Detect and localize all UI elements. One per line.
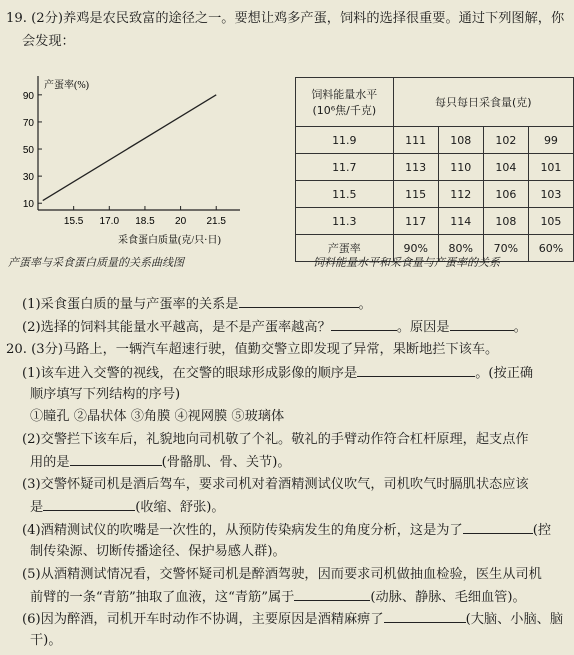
intake-cell: 101 [528,154,573,181]
rate-cell: 60% [528,235,573,262]
intake-cell: 110 [438,154,483,181]
q20-s3-end: (收缩、舒张)。 [135,500,225,515]
intake-cell: 117 [393,208,438,235]
chart-caption: 产蛋率与采食蛋白质量的关系曲线图 [8,256,184,269]
q20-s3-line2 [30,498,225,516]
answer-blank[interactable] [239,295,359,308]
q19-sub2-text: (2)选择的饲料其能量水平越高，是不是产蛋率越高？ [22,320,331,335]
intake-cell: 105 [528,208,573,235]
q20-intro: 20. (3分)马路上，一辆汽车超速行驶，值勤交警立即发现了异常，果断地拦下该车。 [6,342,499,357]
q19-sub1 [22,295,372,313]
intake-cell: 108 [438,127,483,154]
table-caption: 饲料能量水平和采食量与产蛋率的关系 [313,256,500,269]
answer-blank[interactable] [384,610,466,623]
header-energy-line1: 饲料能量水平 [311,88,378,101]
answer-blank[interactable] [357,364,475,377]
energy-cell: 11.5 [296,181,394,208]
q20-s1-line2: 顺序填写下列结构的序号) [30,387,181,402]
energy-cell: 11.9 [296,127,394,154]
y-tick-label: 50 [22,145,34,157]
answer-blank[interactable] [331,318,397,331]
q20-s4-text: (4)酒精测试仪的吹嘴是一次性的，从预防传染病发生的角度分析，这是为了 [22,523,463,538]
y-tick-label: 10 [22,199,34,211]
intake-cell: 102 [483,127,528,154]
q19-sub2 [22,318,527,336]
q20-s6-end: (大脑、小脑、脑 [465,612,564,627]
y-tick-label: 90 [22,90,34,102]
q19-sub1-text: (1)采食蛋白质的量与产蛋率的关系是 [22,297,239,312]
q20-s2-text: 用的是 [30,455,70,470]
q20-s5-end: (动脉、静脉、毛细血管)。 [370,590,526,605]
q20-s5-text: 前臂的一条“青筋”抽取了血液，这“青筋”属于 [30,590,295,605]
answer-blank[interactable] [450,318,514,331]
rate-label: 产蛋率 [296,235,394,262]
q20-s4-end: (控 [532,523,552,538]
q20-s5-line1: (5)从酒精测试情况看，交警怀疑司机是醉酒驾驶，因而要求司机做抽血检验，医生从司机 [22,567,542,582]
intake-cell: 106 [483,181,528,208]
q20-s3-text: 是 [30,500,44,515]
intake-cell: 99 [528,127,573,154]
answer-blank[interactable] [43,498,135,511]
feed-energy-table [295,77,574,262]
intake-cell: 114 [438,208,483,235]
x-tick-label: 15.5 [63,216,84,227]
y-axis-label: 产蛋率(%) [44,80,89,91]
intake-cell: 108 [483,208,528,235]
energy-cell: 11.7 [296,154,394,181]
table-header-energy [296,78,394,127]
q20-s1-end: 。(按正确 [475,366,534,381]
q20-s5-line2 [30,588,526,606]
q20-s2-end: (骨骼肌、骨、关节)。 [161,455,291,470]
q20-s1-text: (1)该车进入交警的视线，在交警的眼球形成影像的顺序是 [22,366,358,381]
q19-intro-line2: 会发现： [22,34,75,49]
q20-s6-line1 [22,610,563,628]
answer-blank[interactable] [70,453,162,466]
intake-cell: 112 [438,181,483,208]
q20-s2-line1: (2)交警拦下该车后，礼貌地向司机敬了个礼。敬礼的手臂动作符合杠杆原理，起支点作 [22,432,529,447]
intake-cell: 104 [483,154,528,181]
q20-s6-text: (6)因为醉酒，司机开车时动作不协调，主要原因是酒精麻痹了 [22,612,384,627]
table-row [296,127,574,154]
q19-sub1-end: 。 [358,297,372,312]
x-tick-label: 20 [175,216,187,227]
x-tick-label: 21.5 [206,216,226,227]
header-energy-line2: (10⁶焦/千克) [312,104,377,117]
intake-cell: 113 [393,154,438,181]
answer-blank[interactable] [463,521,533,534]
y-tick-label: 30 [22,172,34,184]
y-tick-label: 70 [22,117,34,129]
table-row [296,154,574,181]
q19-intro-line1: 19. (2分)养鸡是农民致富的途径之一。要想让鸡多产蛋，饲料的选择很重要。通过下列图解，你 [6,11,565,26]
intake-cell: 103 [528,181,573,208]
intake-cell: 115 [393,181,438,208]
x-tick-label: 18.5 [135,216,155,227]
rate-cell: 90% [393,235,438,262]
series-line [43,95,216,201]
table-body [296,127,574,235]
rate-cell: 70% [483,235,528,262]
intake-cell: 111 [393,127,438,154]
q19-sub2-mid: 。原因是 [396,320,450,335]
q20-s2-line2 [30,453,291,471]
rate-cell: 80% [438,235,483,262]
q20-s1-line1 [22,364,533,382]
table-row [296,208,574,235]
q20-s6-line2: 干)。 [30,633,62,648]
answer-blank[interactable] [294,588,370,601]
q20-s4-line2: 制传染源、切断传播途径、保护易感人群)。 [30,544,286,559]
table-header-intake: 每只每日采食量(克) [393,78,573,127]
q20-s4-line1 [22,521,551,539]
q20-s3-line1: (3)交警怀疑司机是酒后驾车，要求司机对着酒精测试仪吹气，司机吹气时膈肌状态应该 [22,477,529,492]
q20-s1-options: ①瞳孔 ②晶状体 ③角膜 ④视网膜 ⑤玻璃体 [30,409,285,424]
x-axis-label: 采食蛋白质量(克/只·日) [118,235,221,246]
x-tick-label: 17.0 [99,216,120,227]
q19-sub2-end: 。 [513,320,527,335]
protein-rate-chart [8,68,248,253]
table-row [296,181,574,208]
energy-cell: 11.3 [296,208,394,235]
